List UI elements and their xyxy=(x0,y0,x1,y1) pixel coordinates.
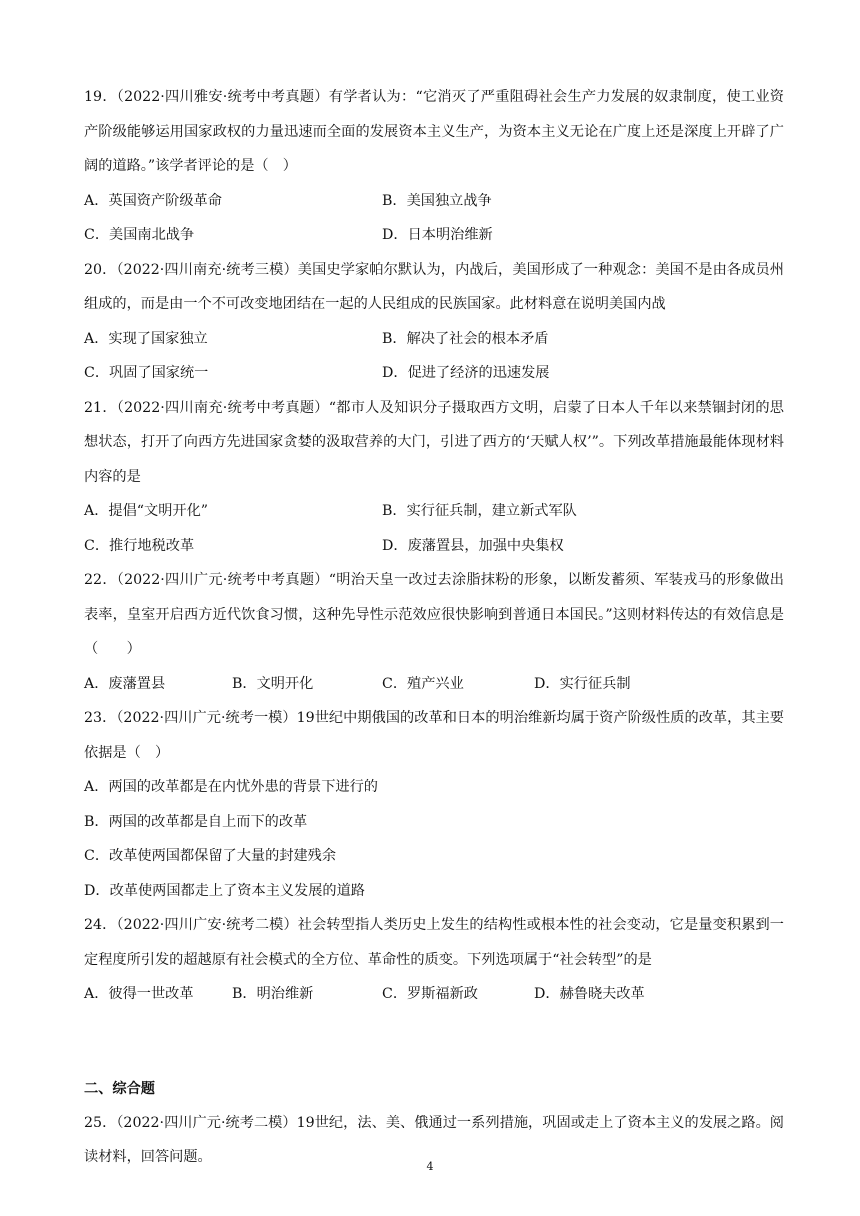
question-stem: 21．（2022·四川南充·统考中考真题）“都市人及知识分子摄取西方文明，启蒙了日本人千年以来禁锢封闭的思想状态，打开了向西方先进国家贪婪的汲取营养的大门，引进了西方的‘天赋人权’”。下列改革措施最能体现材料内容的是 xyxy=(84,399,784,485)
options xyxy=(84,322,784,391)
option-b[interactable]: B．明治维新 xyxy=(232,986,314,1002)
question-stem: 25．（2022·四川广元·统考二模）19世纪，法、美、俄通过一系列措施，巩固或走上了资本主义的发展之路。阅读材料，回答问题。 xyxy=(84,1114,784,1165)
option-c[interactable]: C．巩固了国家统一 xyxy=(84,365,209,381)
option-a[interactable]: A．废藩置县 xyxy=(84,675,166,692)
option-a[interactable]: A．彼得一世改革 xyxy=(84,986,194,1002)
option-a[interactable]: A．提倡“文明开化” xyxy=(84,503,209,519)
options xyxy=(84,667,784,702)
question-21 xyxy=(84,391,784,564)
option-c[interactable]: C．改革使两国都保留了大量的封建残余 xyxy=(84,848,337,864)
question-stem: 22．（2022·四川广元·统考中考真题）“明治天皇一改过去涂脂抹粉的形象，以断发蓄须、军装戎马的形象做出表率，皇室开启西方近代饮食习惯，这种先导性示范效应很快影响到普通日本国民。”这则材料传达的有效信息是（ ） xyxy=(84,572,784,657)
question-20 xyxy=(84,253,784,391)
option-b[interactable]: B．两国的改革都是自上而下的改革 xyxy=(84,813,308,830)
option-c[interactable]: C．推行地税改革 xyxy=(84,537,195,554)
question-stem: 19．（2022·四川雅安·统考中考真题）有学者认为：“它消灭了严重阻碍社会生产力发展的奴隶制度，使工业资产阶级能够运用国家政权的力量迅速而全面的发展资本主义生产，为资本主义无论在广度上还是深度上开辟了广阔的道路。”该学者评论的是（ ） xyxy=(84,89,784,174)
page-number: 4 xyxy=(426,1160,434,1173)
option-b[interactable]: B．美国独立战争 xyxy=(382,192,492,209)
option-b[interactable]: B．解决了社会的根本矛盾 xyxy=(382,330,549,347)
options xyxy=(84,494,784,563)
option-c[interactable]: C．美国南北战争 xyxy=(84,227,195,243)
question-stem: 23．（2022·四川广元·统考一模）19世纪中期俄国的改革和日本的明治维新均属于资产阶级性质的改革，其主要依据是（ ） xyxy=(84,710,784,761)
exam-page xyxy=(84,80,784,1175)
options xyxy=(84,184,784,253)
options xyxy=(84,977,784,1012)
option-c[interactable]: C．殖产兴业 xyxy=(382,675,464,692)
option-a[interactable]: A．两国的改革都是在内忧外患的背景下进行的 xyxy=(84,779,378,795)
option-b[interactable]: B．实行征兵制，建立新式军队 xyxy=(382,503,577,519)
question-stem: 20．（2022·四川南充·统考三模）美国史学家帕尔默认为，内战后，美国形成了一种观念：美国不是由各成员州组成的，而是由一个不可改变地团结在一起的人民组成的民族国家。此材料意在说明美国内战 xyxy=(84,261,784,312)
option-d[interactable]: D．实行征兵制 xyxy=(534,675,631,692)
option-d[interactable]: D．赫鲁晓夫改革 xyxy=(534,986,645,1002)
option-d[interactable]: D．废藩置县，加强中央集权 xyxy=(382,537,564,554)
option-d[interactable]: D．改革使两国都走上了资本主义发展的道路 xyxy=(84,882,365,899)
option-b[interactable]: B．文明开化 xyxy=(232,675,314,692)
question-23 xyxy=(84,701,784,908)
option-d[interactable]: D．促进了经济的迅速发展 xyxy=(382,365,550,381)
question-stem: 24．（2022·四川广安·统考二模）社会转型指人类历史上发生的结构性或根本性的社会变动，它是量变积累到一定程度所引发的超越原有社会模式的全方位、革命性的质变。下列选项属于“社会转型”的是 xyxy=(84,917,784,968)
option-a[interactable]: A．实现了国家独立 xyxy=(84,330,208,347)
option-a[interactable]: A．英国资产阶级革命 xyxy=(84,192,222,209)
option-c[interactable]: C．罗斯福新政 xyxy=(382,986,478,1002)
question-22 xyxy=(84,563,784,701)
section-title: 二、综合题 xyxy=(84,1080,155,1097)
question-24 xyxy=(84,908,784,1012)
question-19 xyxy=(84,80,784,253)
option-d[interactable]: D．日本明治维新 xyxy=(382,227,493,243)
